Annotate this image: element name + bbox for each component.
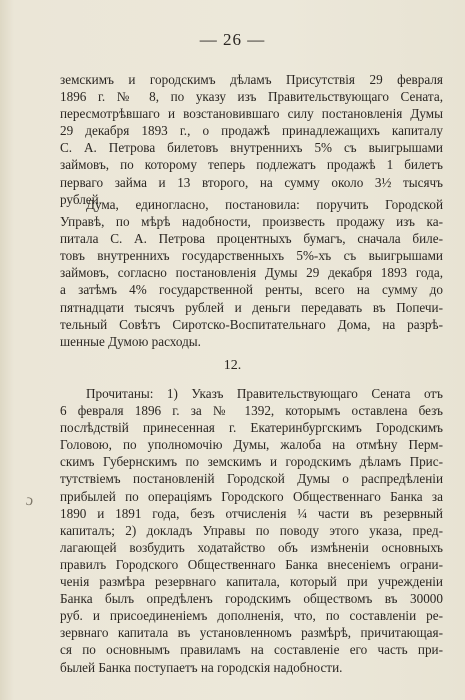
text-line: перваго займа и 13 второго, на сумму около 3½ тысячъ bbox=[60, 174, 443, 190]
text-line: Прочитаны: 1) Указъ Правительствующаго Сената отъ bbox=[86, 386, 443, 401]
section-number: 12. bbox=[223, 358, 242, 373]
text-line: прибылей по операціямъ Городского Общественнаго Банка за bbox=[60, 488, 443, 504]
text-line: послѣдствій принесенная г. Екатеринбургскимъ Городскимъ bbox=[60, 420, 443, 436]
text-line: Управѣ, по мѣрѣ надобности, произвесть продажу изъ ка- bbox=[60, 214, 443, 230]
text-line: Головою, по уполномочію Думы, жалоба на отмѣну Перм- bbox=[60, 437, 443, 453]
text-line: былей Банка поступаетъ на городскія надобности. bbox=[60, 659, 343, 675]
text-line: правилъ Городского Общественнаго Банка внесеніемъ ограни- bbox=[60, 556, 443, 572]
text-line: зервнаго капитала въ установленномъ размѣрѣ, причитающая- bbox=[60, 625, 443, 641]
page-number: — 26 — bbox=[199, 30, 266, 49]
text-line: питала С. А. Петрова процентныхъ бумагъ, сначала биле- bbox=[60, 231, 443, 247]
text-line: займовъ, по которому теперь подлежатъ продажѣ 1 билетъ bbox=[60, 157, 443, 173]
text-line: С. А. Петрова билетовъ внутреннихъ 5% съ выигрышами bbox=[60, 140, 443, 156]
text-line: 1890 и 1891 года, безъ отчисленія ¼ части въ резервный bbox=[60, 505, 443, 521]
text-line: 29 декабря 1893 г., о продажѣ принадлежащихъ капиталу bbox=[60, 123, 443, 139]
text-line: шенные Думою расходы. bbox=[60, 333, 201, 349]
text-line: руб. и присоединеніемъ дополненія, что, по составленіи ре- bbox=[60, 608, 443, 624]
text-line: займовъ, согласно постановленія Думы 29 декабря 1893 года, bbox=[60, 265, 443, 281]
text-line: 1896 г. № 8, по указу изъ Правительствующаго Сената, bbox=[60, 89, 443, 105]
text-line: ся по основнымъ правиламъ на составленіе его часть при- bbox=[60, 642, 443, 658]
text-line: лагающей возбудить ходатайство объ измѣненіи основныхъ bbox=[60, 539, 443, 555]
text-line: ченія размѣра резервнаго капитала, который при учрежденіи bbox=[60, 574, 443, 590]
paragraph-2 bbox=[60, 196, 443, 350]
text-line: земскимъ и городскимъ дѣламъ Присутствія 29 февраля bbox=[60, 72, 443, 87]
text-line: пятнадцати тысячъ рублей и деньги передавать въ Попечи- bbox=[60, 299, 443, 315]
paragraph-3 bbox=[60, 385, 443, 676]
paragraph-1 bbox=[60, 71, 443, 208]
text-line: 6 февраля 1896 г. за № 1392, которымъ оставлена безъ bbox=[60, 403, 443, 419]
text-line: Дума, единогласно, постановила: поручить Городской bbox=[86, 197, 443, 212]
text-line: тутствіемъ постановленій Городской Думы о распредѣленіи bbox=[60, 471, 443, 487]
margin-mark: ɔ bbox=[24, 491, 35, 510]
text-line: пересмотрѣвшаго и возстановившаго силу постановленія Думы bbox=[60, 106, 443, 122]
text-line: рублей. bbox=[60, 191, 103, 207]
text-line: тельный Совѣтъ Сиротско-Воспитательнаго Дома, на разрѣ- bbox=[60, 316, 443, 332]
text-line: а затѣмъ 4% государственной ренты, всего на сумму до bbox=[60, 282, 443, 298]
text-line: капиталъ; 2) докладъ Управы по поводу этого указа, пред- bbox=[60, 522, 443, 538]
text-line: Банка былъ опредѣленъ городскимъ обществомъ въ 30000 bbox=[60, 591, 443, 607]
text-line: товъ внутреннихъ государственныхъ 5%-хъ съ выигрышами bbox=[60, 248, 443, 264]
text-line: скимъ Губернскимъ по земскимъ и городскимъ дѣламъ Прис- bbox=[60, 454, 443, 470]
